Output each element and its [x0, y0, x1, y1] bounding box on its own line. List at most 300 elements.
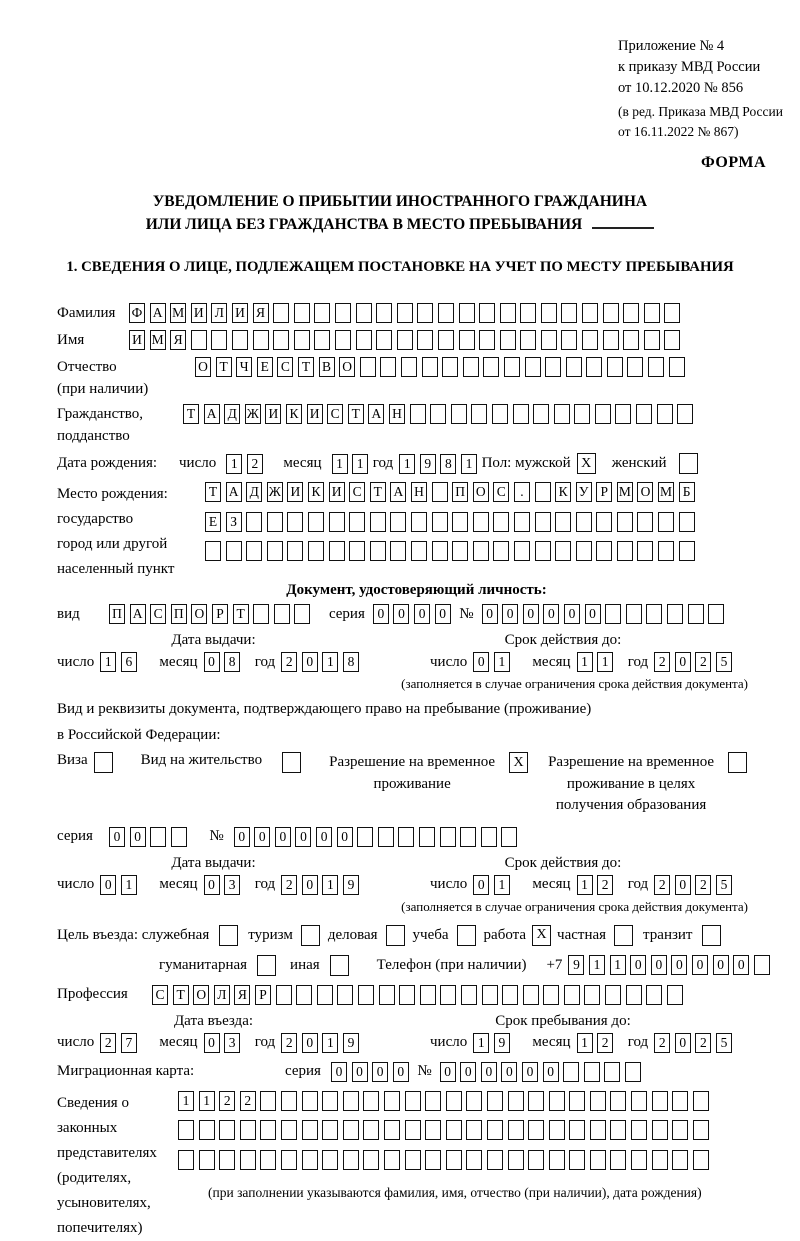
char-cell[interactable] [658, 541, 674, 561]
char-cell[interactable] [232, 330, 248, 350]
char-cell[interactable] [595, 404, 611, 424]
char-cell[interactable] [356, 330, 372, 350]
char-cell[interactable] [349, 512, 365, 532]
char-cell[interactable] [376, 303, 392, 323]
char-cell[interactable] [287, 541, 303, 561]
char-cell[interactable] [487, 1091, 503, 1111]
char-cell[interactable] [471, 404, 487, 424]
char-cell[interactable]: 0 [204, 1033, 220, 1053]
char-cell[interactable] [672, 1150, 688, 1170]
char-cell[interactable]: 2 [695, 875, 711, 895]
char-cell[interactable] [343, 1120, 359, 1140]
char-cell[interactable] [411, 512, 427, 532]
char-cell[interactable] [390, 512, 406, 532]
char-cell[interactable] [363, 1120, 379, 1140]
char-cell[interactable] [473, 541, 489, 561]
char-cell[interactable] [419, 827, 435, 847]
char-cell[interactable] [667, 604, 683, 624]
char-cell[interactable] [483, 357, 499, 377]
char-cell[interactable]: 2 [247, 454, 263, 474]
char-cell[interactable] [226, 541, 242, 561]
char-cell[interactable] [219, 1150, 235, 1170]
char-cell[interactable] [281, 1120, 297, 1140]
char-cell[interactable] [652, 1091, 668, 1111]
char-cell[interactable]: 1 [322, 1033, 338, 1053]
char-cell[interactable]: 2 [240, 1091, 256, 1111]
char-cell[interactable] [260, 1120, 276, 1140]
char-cell[interactable]: О [637, 482, 653, 502]
char-cell[interactable] [379, 985, 395, 1005]
char-cell[interactable]: С [349, 482, 365, 502]
char-cell[interactable] [555, 541, 571, 561]
char-cell[interactable] [523, 985, 539, 1005]
char-cell[interactable]: 0 [302, 1033, 318, 1053]
char-cell[interactable] [603, 303, 619, 323]
char-cell[interactable]: 0 [373, 604, 389, 624]
char-cell[interactable] [287, 512, 303, 532]
char-cell[interactable]: Ж [267, 482, 283, 502]
char-cell[interactable] [586, 357, 602, 377]
char-cell[interactable]: 1 [597, 652, 613, 672]
char-cell[interactable] [636, 404, 652, 424]
char-cell[interactable]: 0 [630, 955, 646, 975]
purpose-business-checkbox[interactable] [386, 925, 405, 946]
char-cell[interactable] [525, 357, 541, 377]
char-cell[interactable] [390, 541, 406, 561]
char-cell[interactable]: Д [224, 404, 240, 424]
char-cell[interactable]: 0 [733, 955, 749, 975]
char-cell[interactable] [335, 303, 351, 323]
char-cell[interactable] [535, 482, 551, 502]
purpose-transit-checkbox[interactable] [702, 925, 721, 946]
char-cell[interactable] [460, 827, 476, 847]
char-cell[interactable]: 0 [352, 1062, 368, 1082]
sex-male-checkbox[interactable]: X [577, 453, 596, 474]
char-cell[interactable] [260, 1091, 276, 1111]
char-cell[interactable]: 0 [501, 1062, 517, 1082]
char-cell[interactable] [322, 1120, 338, 1140]
residence-permit-checkbox[interactable] [282, 752, 301, 773]
char-cell[interactable]: Т [348, 404, 364, 424]
char-cell[interactable]: И [265, 404, 281, 424]
char-cell[interactable]: 1 [100, 652, 116, 672]
char-cell[interactable]: 2 [695, 652, 711, 672]
char-cell[interactable]: 0 [481, 1062, 497, 1082]
char-cell[interactable]: 9 [494, 1033, 510, 1053]
char-cell[interactable]: 1 [577, 652, 593, 672]
char-cell[interactable]: С [277, 357, 293, 377]
char-cell[interactable] [664, 330, 680, 350]
char-cell[interactable]: С [152, 985, 168, 1005]
purpose-work-checkbox[interactable]: X [532, 925, 551, 946]
char-cell[interactable]: 0 [675, 652, 691, 672]
char-cell[interactable]: 0 [482, 604, 498, 624]
char-cell[interactable]: 0 [414, 604, 430, 624]
char-cell[interactable]: И [307, 404, 323, 424]
char-cell[interactable]: И [287, 482, 303, 502]
char-cell[interactable] [610, 1091, 626, 1111]
char-cell[interactable]: 0 [234, 827, 250, 847]
char-cell[interactable] [422, 357, 438, 377]
char-cell[interactable] [260, 1150, 276, 1170]
char-cell[interactable] [610, 1120, 626, 1140]
char-cell[interactable]: Л [211, 303, 227, 323]
char-cell[interactable]: 9 [420, 454, 436, 474]
char-cell[interactable]: Ч [236, 357, 252, 377]
char-cell[interactable]: 2 [654, 652, 670, 672]
char-cell[interactable]: М [170, 303, 186, 323]
char-cell[interactable] [432, 482, 448, 502]
char-cell[interactable]: О [195, 357, 211, 377]
char-cell[interactable] [610, 1150, 626, 1170]
char-cell[interactable] [528, 1150, 544, 1170]
char-cell[interactable]: 0 [713, 955, 729, 975]
char-cell[interactable]: В [319, 357, 335, 377]
char-cell[interactable]: 0 [109, 827, 125, 847]
char-cell[interactable] [693, 1150, 709, 1170]
char-cell[interactable]: 1 [332, 454, 348, 474]
char-cell[interactable] [199, 1120, 215, 1140]
char-cell[interactable]: Т [205, 482, 221, 502]
char-cell[interactable]: К [555, 482, 571, 502]
char-cell[interactable]: П [452, 482, 468, 502]
temp-permit-checkbox[interactable]: X [509, 752, 528, 773]
char-cell[interactable]: 0 [302, 875, 318, 895]
char-cell[interactable]: 0 [460, 1062, 476, 1082]
char-cell[interactable] [664, 303, 680, 323]
char-cell[interactable]: 0 [275, 827, 291, 847]
char-cell[interactable]: Ф [129, 303, 145, 323]
char-cell[interactable] [417, 303, 433, 323]
char-cell[interactable] [425, 1120, 441, 1140]
char-cell[interactable]: С [150, 604, 166, 624]
char-cell[interactable]: 0 [671, 955, 687, 975]
char-cell[interactable]: Т [370, 482, 386, 502]
char-cell[interactable] [672, 1120, 688, 1140]
char-cell[interactable] [267, 512, 283, 532]
temp-permit-edu-checkbox[interactable] [728, 752, 747, 773]
char-cell[interactable] [438, 303, 454, 323]
char-cell[interactable] [555, 512, 571, 532]
char-cell[interactable] [273, 330, 289, 350]
char-cell[interactable] [623, 330, 639, 350]
purpose-private-checkbox[interactable] [614, 925, 633, 946]
char-cell[interactable] [314, 303, 330, 323]
char-cell[interactable] [514, 541, 530, 561]
char-cell[interactable]: И [129, 330, 145, 350]
char-cell[interactable] [296, 985, 312, 1005]
char-cell[interactable] [358, 985, 374, 1005]
sex-female-checkbox[interactable] [679, 453, 698, 474]
char-cell[interactable]: 1 [461, 454, 477, 474]
char-cell[interactable]: Б [679, 482, 695, 502]
char-cell[interactable] [397, 303, 413, 323]
char-cell[interactable] [405, 1091, 421, 1111]
char-cell[interactable] [211, 330, 227, 350]
char-cell[interactable]: 0 [316, 827, 332, 847]
char-cell[interactable]: 9 [568, 955, 584, 975]
char-cell[interactable] [590, 1091, 606, 1111]
char-cell[interactable] [349, 541, 365, 561]
char-cell[interactable] [294, 330, 310, 350]
char-cell[interactable] [459, 303, 475, 323]
char-cell[interactable]: 0 [130, 827, 146, 847]
char-cell[interactable]: 0 [473, 652, 489, 672]
char-cell[interactable] [473, 512, 489, 532]
char-cell[interactable]: 0 [473, 875, 489, 895]
char-cell[interactable] [397, 330, 413, 350]
char-cell[interactable] [672, 1091, 688, 1111]
char-cell[interactable]: 0 [502, 604, 518, 624]
char-cell[interactable]: О [191, 604, 207, 624]
char-cell[interactable] [623, 303, 639, 323]
char-cell[interactable] [417, 330, 433, 350]
char-cell[interactable]: М [658, 482, 674, 502]
char-cell[interactable] [561, 303, 577, 323]
char-cell[interactable] [294, 604, 310, 624]
char-cell[interactable]: У [576, 482, 592, 502]
char-cell[interactable] [652, 1120, 668, 1140]
char-cell[interactable] [240, 1120, 256, 1140]
char-cell[interactable]: . [514, 482, 530, 502]
char-cell[interactable]: 2 [597, 1033, 613, 1053]
char-cell[interactable]: Л [214, 985, 230, 1005]
char-cell[interactable] [273, 303, 289, 323]
char-cell[interactable] [420, 985, 436, 1005]
char-cell[interactable] [442, 357, 458, 377]
purpose-official-checkbox[interactable] [219, 925, 238, 946]
char-cell[interactable] [363, 1150, 379, 1170]
char-cell[interactable] [479, 303, 495, 323]
char-cell[interactable]: 0 [372, 1062, 388, 1082]
char-cell[interactable] [466, 1091, 482, 1111]
char-cell[interactable]: 8 [343, 652, 359, 672]
char-cell[interactable] [646, 985, 662, 1005]
char-cell[interactable]: Е [257, 357, 273, 377]
char-cell[interactable] [564, 985, 580, 1005]
char-cell[interactable]: Т [183, 404, 199, 424]
char-cell[interactable]: Ж [245, 404, 261, 424]
char-cell[interactable]: А [204, 404, 220, 424]
char-cell[interactable] [432, 541, 448, 561]
char-cell[interactable] [487, 1150, 503, 1170]
char-cell[interactable]: 5 [716, 652, 732, 672]
char-cell[interactable] [267, 541, 283, 561]
char-cell[interactable]: И [232, 303, 248, 323]
char-cell[interactable] [440, 985, 456, 1005]
char-cell[interactable]: 0 [337, 827, 353, 847]
char-cell[interactable]: Д [246, 482, 262, 502]
char-cell[interactable]: С [493, 482, 509, 502]
char-cell[interactable] [596, 541, 612, 561]
char-cell[interactable] [569, 1150, 585, 1170]
char-cell[interactable] [376, 330, 392, 350]
char-cell[interactable] [584, 1062, 600, 1082]
char-cell[interactable]: 0 [523, 604, 539, 624]
char-cell[interactable] [335, 330, 351, 350]
char-cell[interactable] [693, 1120, 709, 1140]
char-cell[interactable]: 8 [440, 454, 456, 474]
char-cell[interactable] [561, 330, 577, 350]
char-cell[interactable] [343, 1150, 359, 1170]
char-cell[interactable] [378, 827, 394, 847]
char-cell[interactable]: 2 [281, 652, 297, 672]
char-cell[interactable]: С [327, 404, 343, 424]
char-cell[interactable] [569, 1091, 585, 1111]
char-cell[interactable] [605, 985, 621, 1005]
char-cell[interactable] [605, 604, 621, 624]
char-cell[interactable]: 1 [121, 875, 137, 895]
char-cell[interactable] [502, 985, 518, 1005]
char-cell[interactable]: Р [212, 604, 228, 624]
char-cell[interactable] [461, 985, 477, 1005]
char-cell[interactable] [508, 1091, 524, 1111]
char-cell[interactable] [677, 404, 693, 424]
char-cell[interactable] [574, 404, 590, 424]
char-cell[interactable] [693, 1091, 709, 1111]
char-cell[interactable]: 0 [204, 652, 220, 672]
char-cell[interactable]: 6 [121, 652, 137, 672]
visa-checkbox[interactable] [94, 752, 113, 773]
char-cell[interactable] [384, 1120, 400, 1140]
char-cell[interactable] [688, 604, 704, 624]
char-cell[interactable] [487, 1120, 503, 1140]
char-cell[interactable]: 1 [322, 875, 338, 895]
char-cell[interactable] [543, 985, 559, 1005]
char-cell[interactable]: 0 [585, 604, 601, 624]
char-cell[interactable]: 0 [331, 1062, 347, 1082]
char-cell[interactable]: П [109, 604, 125, 624]
char-cell[interactable] [430, 404, 446, 424]
char-cell[interactable] [399, 985, 415, 1005]
char-cell[interactable] [322, 1091, 338, 1111]
char-cell[interactable] [513, 404, 529, 424]
char-cell[interactable]: 1 [226, 454, 242, 474]
char-cell[interactable] [582, 330, 598, 350]
char-cell[interactable] [549, 1150, 565, 1170]
char-cell[interactable] [504, 357, 520, 377]
char-cell[interactable]: М [150, 330, 166, 350]
char-cell[interactable] [617, 541, 633, 561]
char-cell[interactable]: Р [596, 482, 612, 502]
char-cell[interactable] [669, 357, 685, 377]
char-cell[interactable]: Е [205, 512, 221, 532]
char-cell[interactable]: 1 [199, 1091, 215, 1111]
char-cell[interactable] [549, 1120, 565, 1140]
char-cell[interactable] [384, 1091, 400, 1111]
char-cell[interactable]: 0 [522, 1062, 538, 1082]
char-cell[interactable] [337, 985, 353, 1005]
char-cell[interactable]: 2 [281, 1033, 297, 1053]
char-cell[interactable] [631, 1091, 647, 1111]
char-cell[interactable] [253, 604, 269, 624]
char-cell[interactable] [405, 1150, 421, 1170]
char-cell[interactable] [493, 512, 509, 532]
char-cell[interactable] [446, 1120, 462, 1140]
char-cell[interactable] [302, 1150, 318, 1170]
char-cell[interactable] [440, 827, 456, 847]
char-cell[interactable] [508, 1120, 524, 1140]
char-cell[interactable] [308, 541, 324, 561]
char-cell[interactable]: Я [170, 330, 186, 350]
char-cell[interactable] [370, 512, 386, 532]
char-cell[interactable]: Н [389, 404, 405, 424]
char-cell[interactable] [178, 1120, 194, 1140]
char-cell[interactable]: Я [253, 303, 269, 323]
char-cell[interactable] [380, 357, 396, 377]
char-cell[interactable]: Т [173, 985, 189, 1005]
char-cell[interactable] [576, 512, 592, 532]
char-cell[interactable]: 2 [695, 1033, 711, 1053]
char-cell[interactable] [384, 1150, 400, 1170]
char-cell[interactable] [493, 541, 509, 561]
char-cell[interactable] [219, 1120, 235, 1140]
char-cell[interactable] [576, 541, 592, 561]
char-cell[interactable] [626, 604, 642, 624]
char-cell[interactable]: 1 [178, 1091, 194, 1111]
char-cell[interactable]: 2 [100, 1033, 116, 1053]
char-cell[interactable] [604, 1062, 620, 1082]
char-cell[interactable]: 8 [224, 652, 240, 672]
char-cell[interactable]: 3 [224, 1033, 240, 1053]
char-cell[interactable]: З [226, 512, 242, 532]
char-cell[interactable]: 1 [399, 454, 415, 474]
char-cell[interactable] [425, 1150, 441, 1170]
char-cell[interactable] [652, 1150, 668, 1170]
char-cell[interactable]: 0 [692, 955, 708, 975]
char-cell[interactable]: О [193, 985, 209, 1005]
char-cell[interactable] [541, 330, 557, 350]
char-cell[interactable] [411, 541, 427, 561]
char-cell[interactable]: 2 [597, 875, 613, 895]
char-cell[interactable] [446, 1150, 462, 1170]
char-cell[interactable]: 0 [543, 1062, 559, 1082]
char-cell[interactable]: 7 [121, 1033, 137, 1053]
char-cell[interactable] [625, 1062, 641, 1082]
char-cell[interactable] [466, 1120, 482, 1140]
char-cell[interactable] [294, 303, 310, 323]
char-cell[interactable]: 5 [716, 875, 732, 895]
char-cell[interactable]: 1 [473, 1033, 489, 1053]
char-cell[interactable] [438, 330, 454, 350]
char-cell[interactable]: 0 [543, 604, 559, 624]
char-cell[interactable] [482, 985, 498, 1005]
char-cell[interactable]: 5 [716, 1033, 732, 1053]
char-cell[interactable]: 2 [281, 875, 297, 895]
char-cell[interactable] [302, 1091, 318, 1111]
char-cell[interactable] [253, 330, 269, 350]
char-cell[interactable] [466, 1150, 482, 1170]
char-cell[interactable] [452, 512, 468, 532]
char-cell[interactable]: 0 [100, 875, 116, 895]
char-cell[interactable] [500, 330, 516, 350]
char-cell[interactable] [405, 1120, 421, 1140]
char-cell[interactable] [520, 303, 536, 323]
char-cell[interactable] [648, 357, 664, 377]
char-cell[interactable]: 1 [577, 875, 593, 895]
char-cell[interactable] [626, 985, 642, 1005]
char-cell[interactable]: 1 [352, 454, 368, 474]
char-cell[interactable] [535, 541, 551, 561]
char-cell[interactable]: Н [411, 482, 427, 502]
char-cell[interactable] [274, 604, 290, 624]
char-cell[interactable]: 0 [393, 1062, 409, 1082]
char-cell[interactable]: 0 [302, 652, 318, 672]
char-cell[interactable]: А [150, 303, 166, 323]
char-cell[interactable] [644, 303, 660, 323]
char-cell[interactable]: О [473, 482, 489, 502]
char-cell[interactable]: 2 [654, 875, 670, 895]
